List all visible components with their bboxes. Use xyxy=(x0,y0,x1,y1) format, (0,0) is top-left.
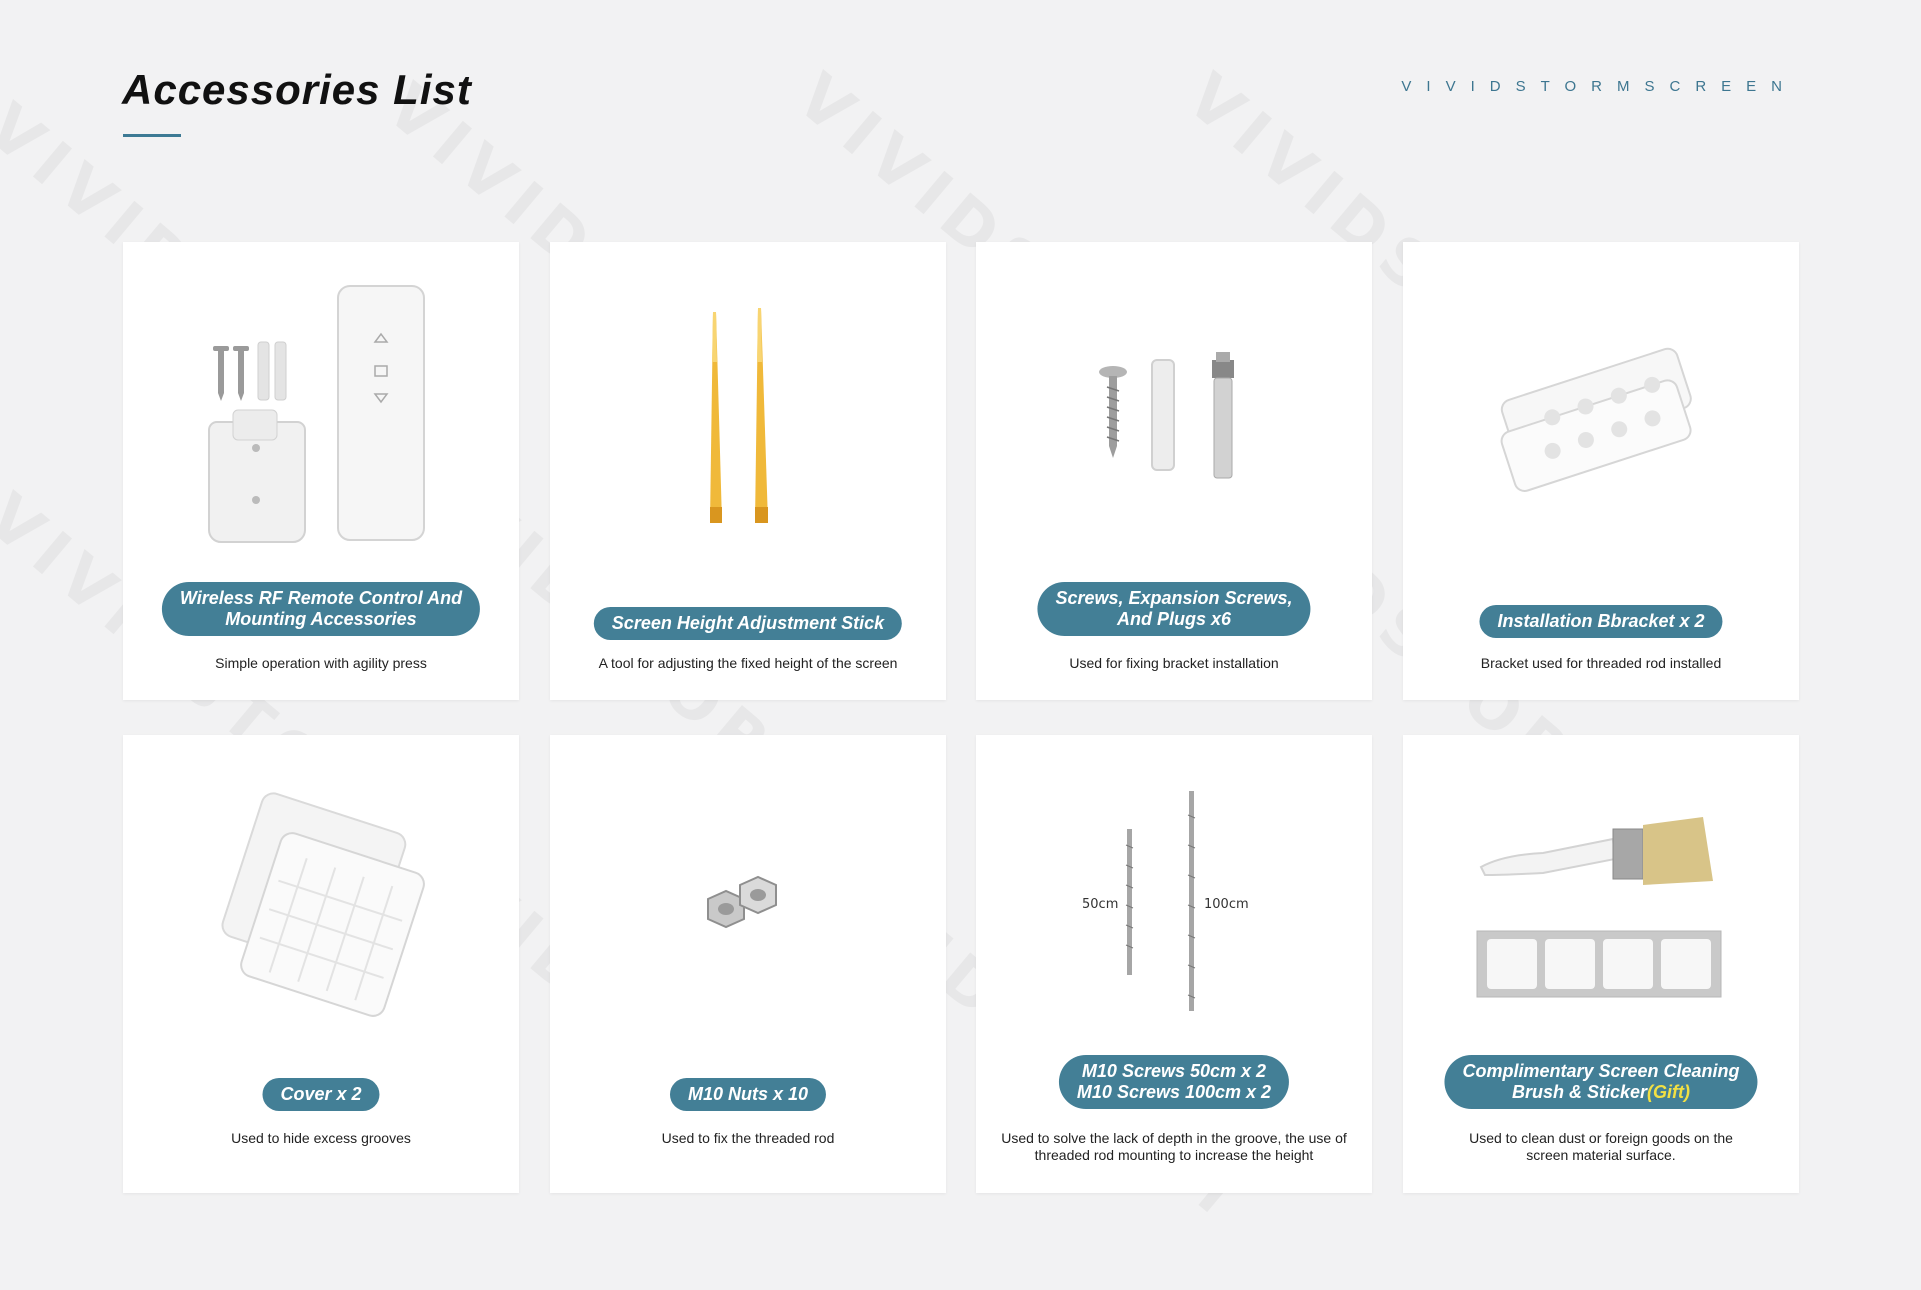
brush-and-sticker-icon xyxy=(1403,735,1799,1075)
accessory-description: Used for fixing bracket installation xyxy=(1069,655,1279,671)
accessory-title: M10 Nuts x 10 xyxy=(670,1078,826,1111)
screws-and-plugs-icon xyxy=(976,242,1372,582)
accessory-description: Bracket used for threaded rod installed xyxy=(1480,655,1722,671)
gift-tag: (Gift) xyxy=(1647,1082,1691,1102)
accessory-title: M10 Screws 50cm x 2 M10 Screws 100cm x 2 xyxy=(1059,1055,1289,1109)
mounting-brackets-icon xyxy=(1403,242,1799,582)
adjustment-sticks-icon xyxy=(550,242,946,582)
accessory-title: Cover x 2 xyxy=(262,1078,379,1111)
accessory-card-cover xyxy=(123,735,519,1193)
accessory-card-bracket xyxy=(1403,242,1799,700)
page-title: Accessories List xyxy=(122,66,472,113)
accessory-description: Used to fix the threaded rod xyxy=(661,1130,835,1146)
accessory-description: Used to hide excess grooves xyxy=(231,1130,411,1146)
accessory-title: Screen Height Adjustment Stick xyxy=(594,607,902,640)
hex-nuts-icon xyxy=(550,735,946,1075)
rod-label-long: 100cm xyxy=(1204,897,1249,912)
accessory-title: Screws, Expansion Screws, And Plugs x6 xyxy=(1037,582,1310,636)
accessory-card-adjustment-stick xyxy=(550,242,946,700)
accessory-description: A tool for adjusting the fixed height of the screen xyxy=(598,655,898,671)
groove-covers-icon xyxy=(123,735,519,1075)
accessory-card-screws xyxy=(976,242,1372,700)
accessory-card-nuts xyxy=(550,735,946,1193)
rod-label-short: 50cm xyxy=(1082,897,1119,912)
accessory-description: Used to solve the lack of depth in the groove, the use of threaded rod mounting to increase the height xyxy=(1001,1130,1347,1163)
accessory-description: Simple operation with agility press xyxy=(215,655,427,671)
accessory-card-threaded-rods xyxy=(976,735,1372,1193)
accessory-title: Installation Bbracket x 2 xyxy=(1479,605,1722,638)
brand-name: VIVIDSTORMSCREEN xyxy=(1401,78,1797,95)
accessory-title: Complimentary Screen Cleaning Brush & Sticker(Gift) xyxy=(1444,1055,1757,1109)
remote-control-kit-icon xyxy=(123,242,519,582)
threaded-rods-icon xyxy=(976,735,1372,1075)
title-underline xyxy=(123,134,181,137)
accessory-card-brush xyxy=(1403,735,1799,1193)
accessory-description: Used to clean dust or foreign goods on the screen material surface. xyxy=(1469,1130,1733,1163)
accessory-title: Wireless RF Remote Control And Mounting Accessories xyxy=(162,582,480,636)
accessory-card-remote xyxy=(123,242,519,700)
